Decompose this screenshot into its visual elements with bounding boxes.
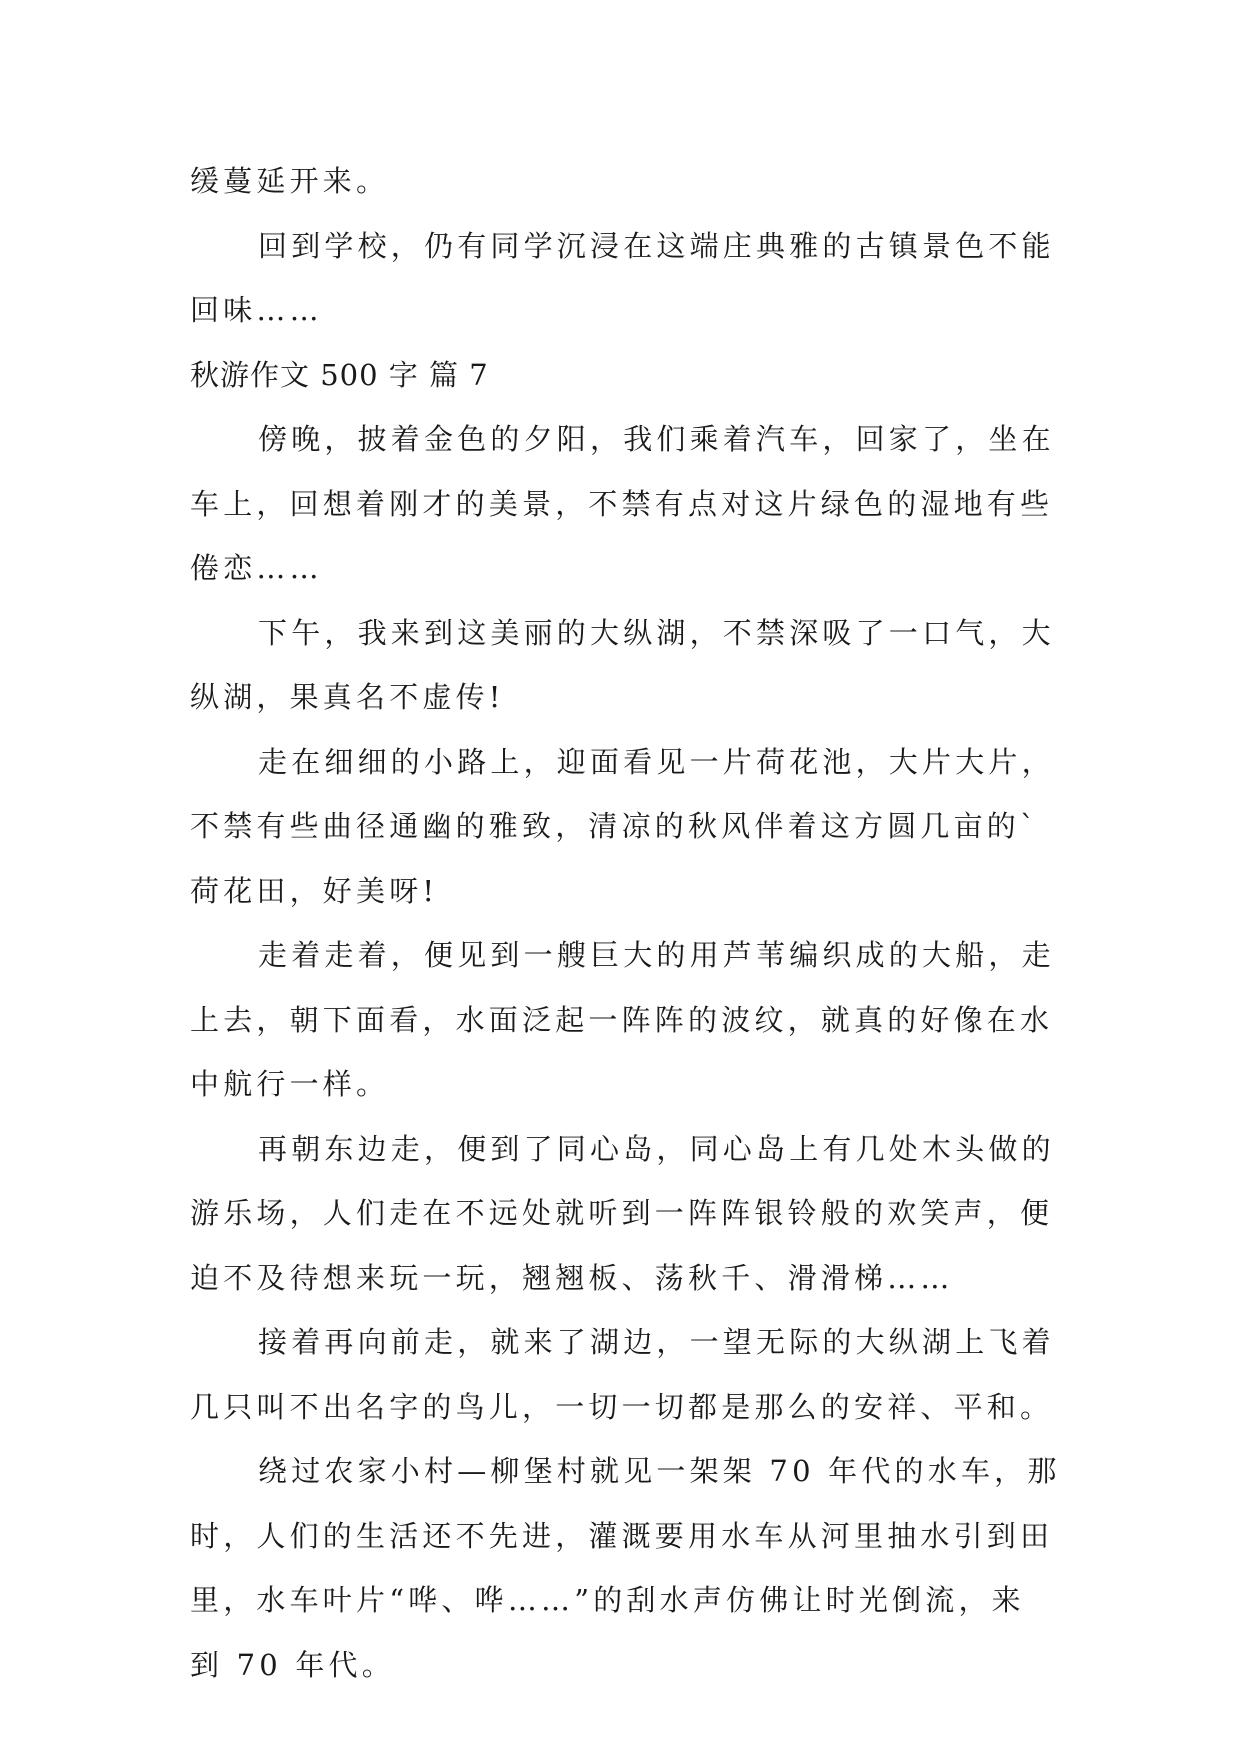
- text-line: 几只叫不出名字的鸟儿，一切一切都是那么的安祥、平和。: [190, 1389, 1054, 1424]
- text-line: 绕过农家小村—柳堡村就见一架架 70 年代的水车，那: [258, 1454, 1061, 1488]
- text-line: 游乐场，人们走在不远处就听到一阵阵银铃般的欢笑声，便: [190, 1196, 1054, 1230]
- section-heading: 秋游作文 500 字 篇 7: [190, 357, 489, 392]
- text-line: 迫不及待想来玩一玩，翘翘板、荡秋千、滑滑梯……: [190, 1260, 954, 1295]
- text-line: 接着再向前走，就来了湖边，一望无际的大纵湖上飞着: [258, 1325, 1055, 1359]
- text-line: 走在细细的小路上，迎面看见一片荷花池，大片大片，: [258, 744, 1055, 779]
- text-line: 再朝东边走，便到了同心岛，同心岛上有几处木头做的: [258, 1131, 1055, 1166]
- text-line: 荷花田，好美呀!: [190, 873, 439, 908]
- text-line: 回到学校，仍有同学沉浸在这端庄典雅的古镇景色不能: [258, 228, 1055, 263]
- text-line: 下午，我来到这美丽的大纵湖，不禁深吸了一口气，大: [258, 615, 1055, 650]
- text-line: 倦恋……: [190, 551, 323, 585]
- document-body: [190, 149, 1060, 1697]
- text-line: 中航行一样。: [190, 1067, 390, 1101]
- text-line: 傍晚，披着金色的夕阳，我们乘着汽车，回家了，坐在: [258, 422, 1055, 456]
- text-line: 里，水车叶片“哗、哗……”的刮水声仿佛让时光倒流，来: [190, 1583, 1025, 1617]
- text-line: 上去，朝下面看，水面泛起一阵阵的波纹，就真的好像在水: [190, 1002, 1054, 1037]
- text-line: 不禁有些曲径通幽的雅致，清凉的秋风伴着这方圆几亩的`: [190, 809, 1039, 843]
- text-line: 到 70 年代。: [190, 1647, 395, 1682]
- text-line: 缓蔓延开来。: [190, 164, 390, 198]
- text-line: 车上，回想着刚才的美景，不禁有点对这片绿色的湿地有些: [190, 486, 1054, 521]
- text-line: 纵湖，果真名不虚传!: [190, 680, 505, 714]
- text-line: 走着走着，便见到一艘巨大的用芦苇编织成的大船，走: [258, 938, 1055, 972]
- text-line: 回味……: [190, 293, 323, 327]
- text-line: 时，人们的生活还不先进，灌溉要用水车从河里抽水引到田: [190, 1518, 1054, 1553]
